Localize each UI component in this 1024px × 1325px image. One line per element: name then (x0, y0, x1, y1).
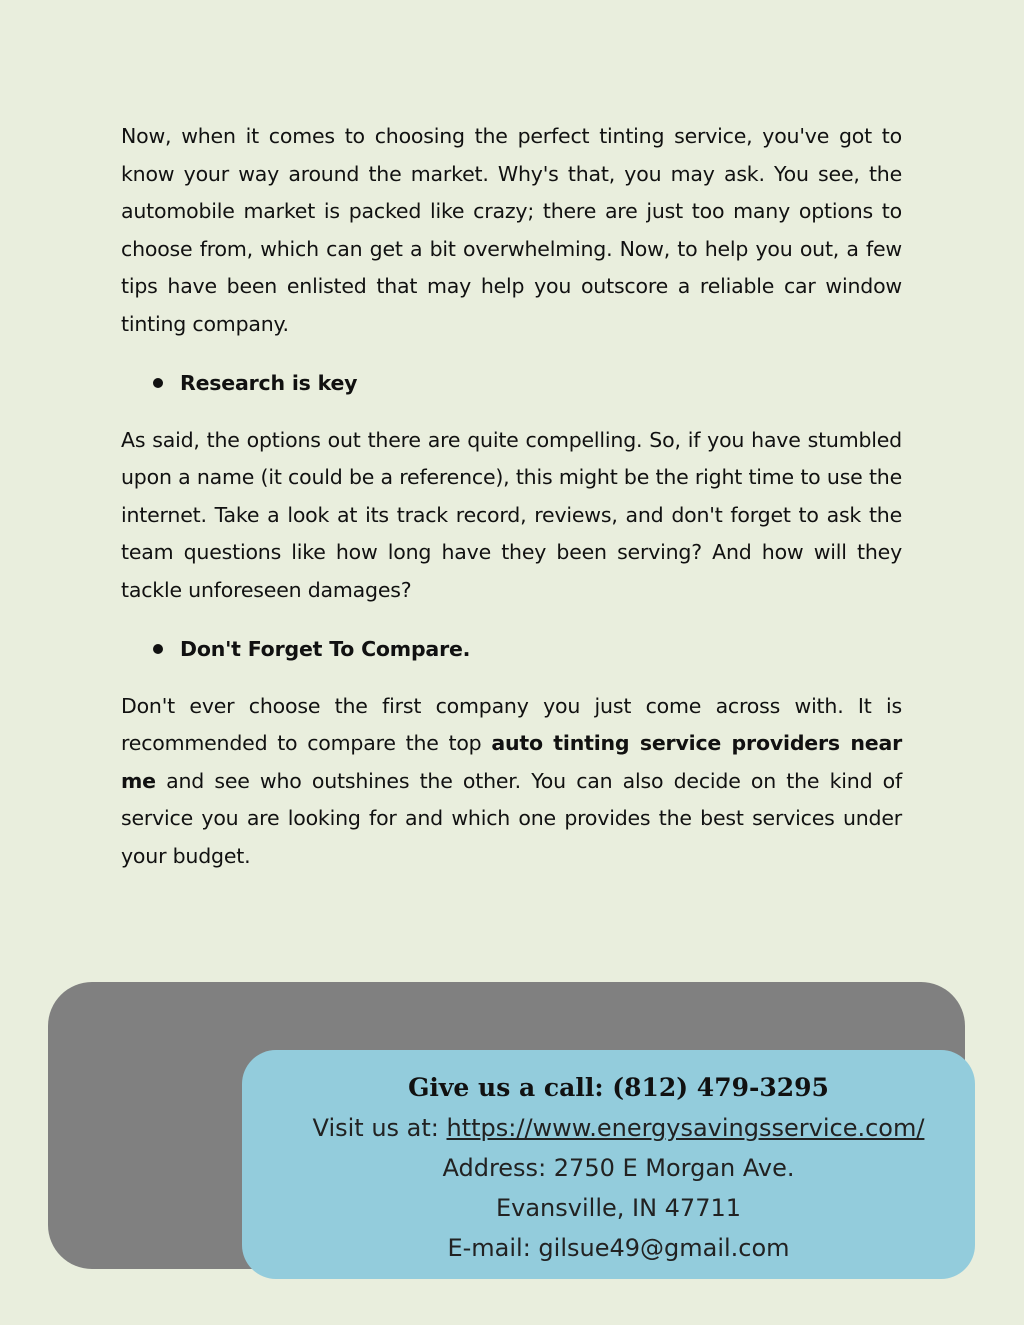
bullet-research (153, 364, 902, 402)
bullet-dot-icon (153, 644, 163, 654)
article-body (121, 118, 902, 876)
address-line-2: Evansville, IN 47711 (495, 1194, 742, 1222)
compare-text-start: Don't ever choose the first company you just come across with. It is recommended to compare the top (121, 693, 902, 756)
website-label: Visit us at: (312, 1114, 447, 1142)
intro-paragraph: Now, when it comes to choosing the perfect tinting service, you've got to know your way around the market. Why's that, you may ask. You see, the automobile market is packed like crazy; there are just too many options to choose from, which can get a bit overwhelming. Now, to help you out, a few tips have been enlisted that may help you outscore a reliable car window tinting company. (121, 124, 902, 336)
compare-paragraph (121, 688, 902, 876)
research-paragraph: As said, the options out there are quite compelling. So, if you have stumbled upon a name (it could be a reference), this might be the right time to use the internet. Take a look at its track record, reviews, and don't forget to ask the team questions like how long have they been serving? And how will they tackle unforeseen damages? (121, 427, 902, 602)
website-link[interactable]: https://www.energysavingsservice.com/ (446, 1114, 925, 1142)
website-line (242, 1108, 995, 1148)
bullet-research-label: Research is key (180, 370, 358, 395)
compare-keyword: auto tinting service providers near me (121, 731, 902, 793)
phone-callout: Give us a call: (812) 479-3295 (408, 1073, 829, 1102)
address-line-1: Address: 2750 E Morgan Ave. (442, 1154, 795, 1182)
bullet-compare-label: Don't Forget To Compare. (180, 636, 471, 661)
contact-info (242, 1068, 995, 1268)
bullet-dot-icon (153, 378, 163, 388)
compare-text-end: and see who outshines the other. You can also decide on the kind of service you are looking for and which one provides the best services under your budget. (121, 768, 902, 868)
bullet-compare (153, 630, 902, 668)
email-line: E-mail: gilsue49@gmail.com (447, 1234, 790, 1262)
